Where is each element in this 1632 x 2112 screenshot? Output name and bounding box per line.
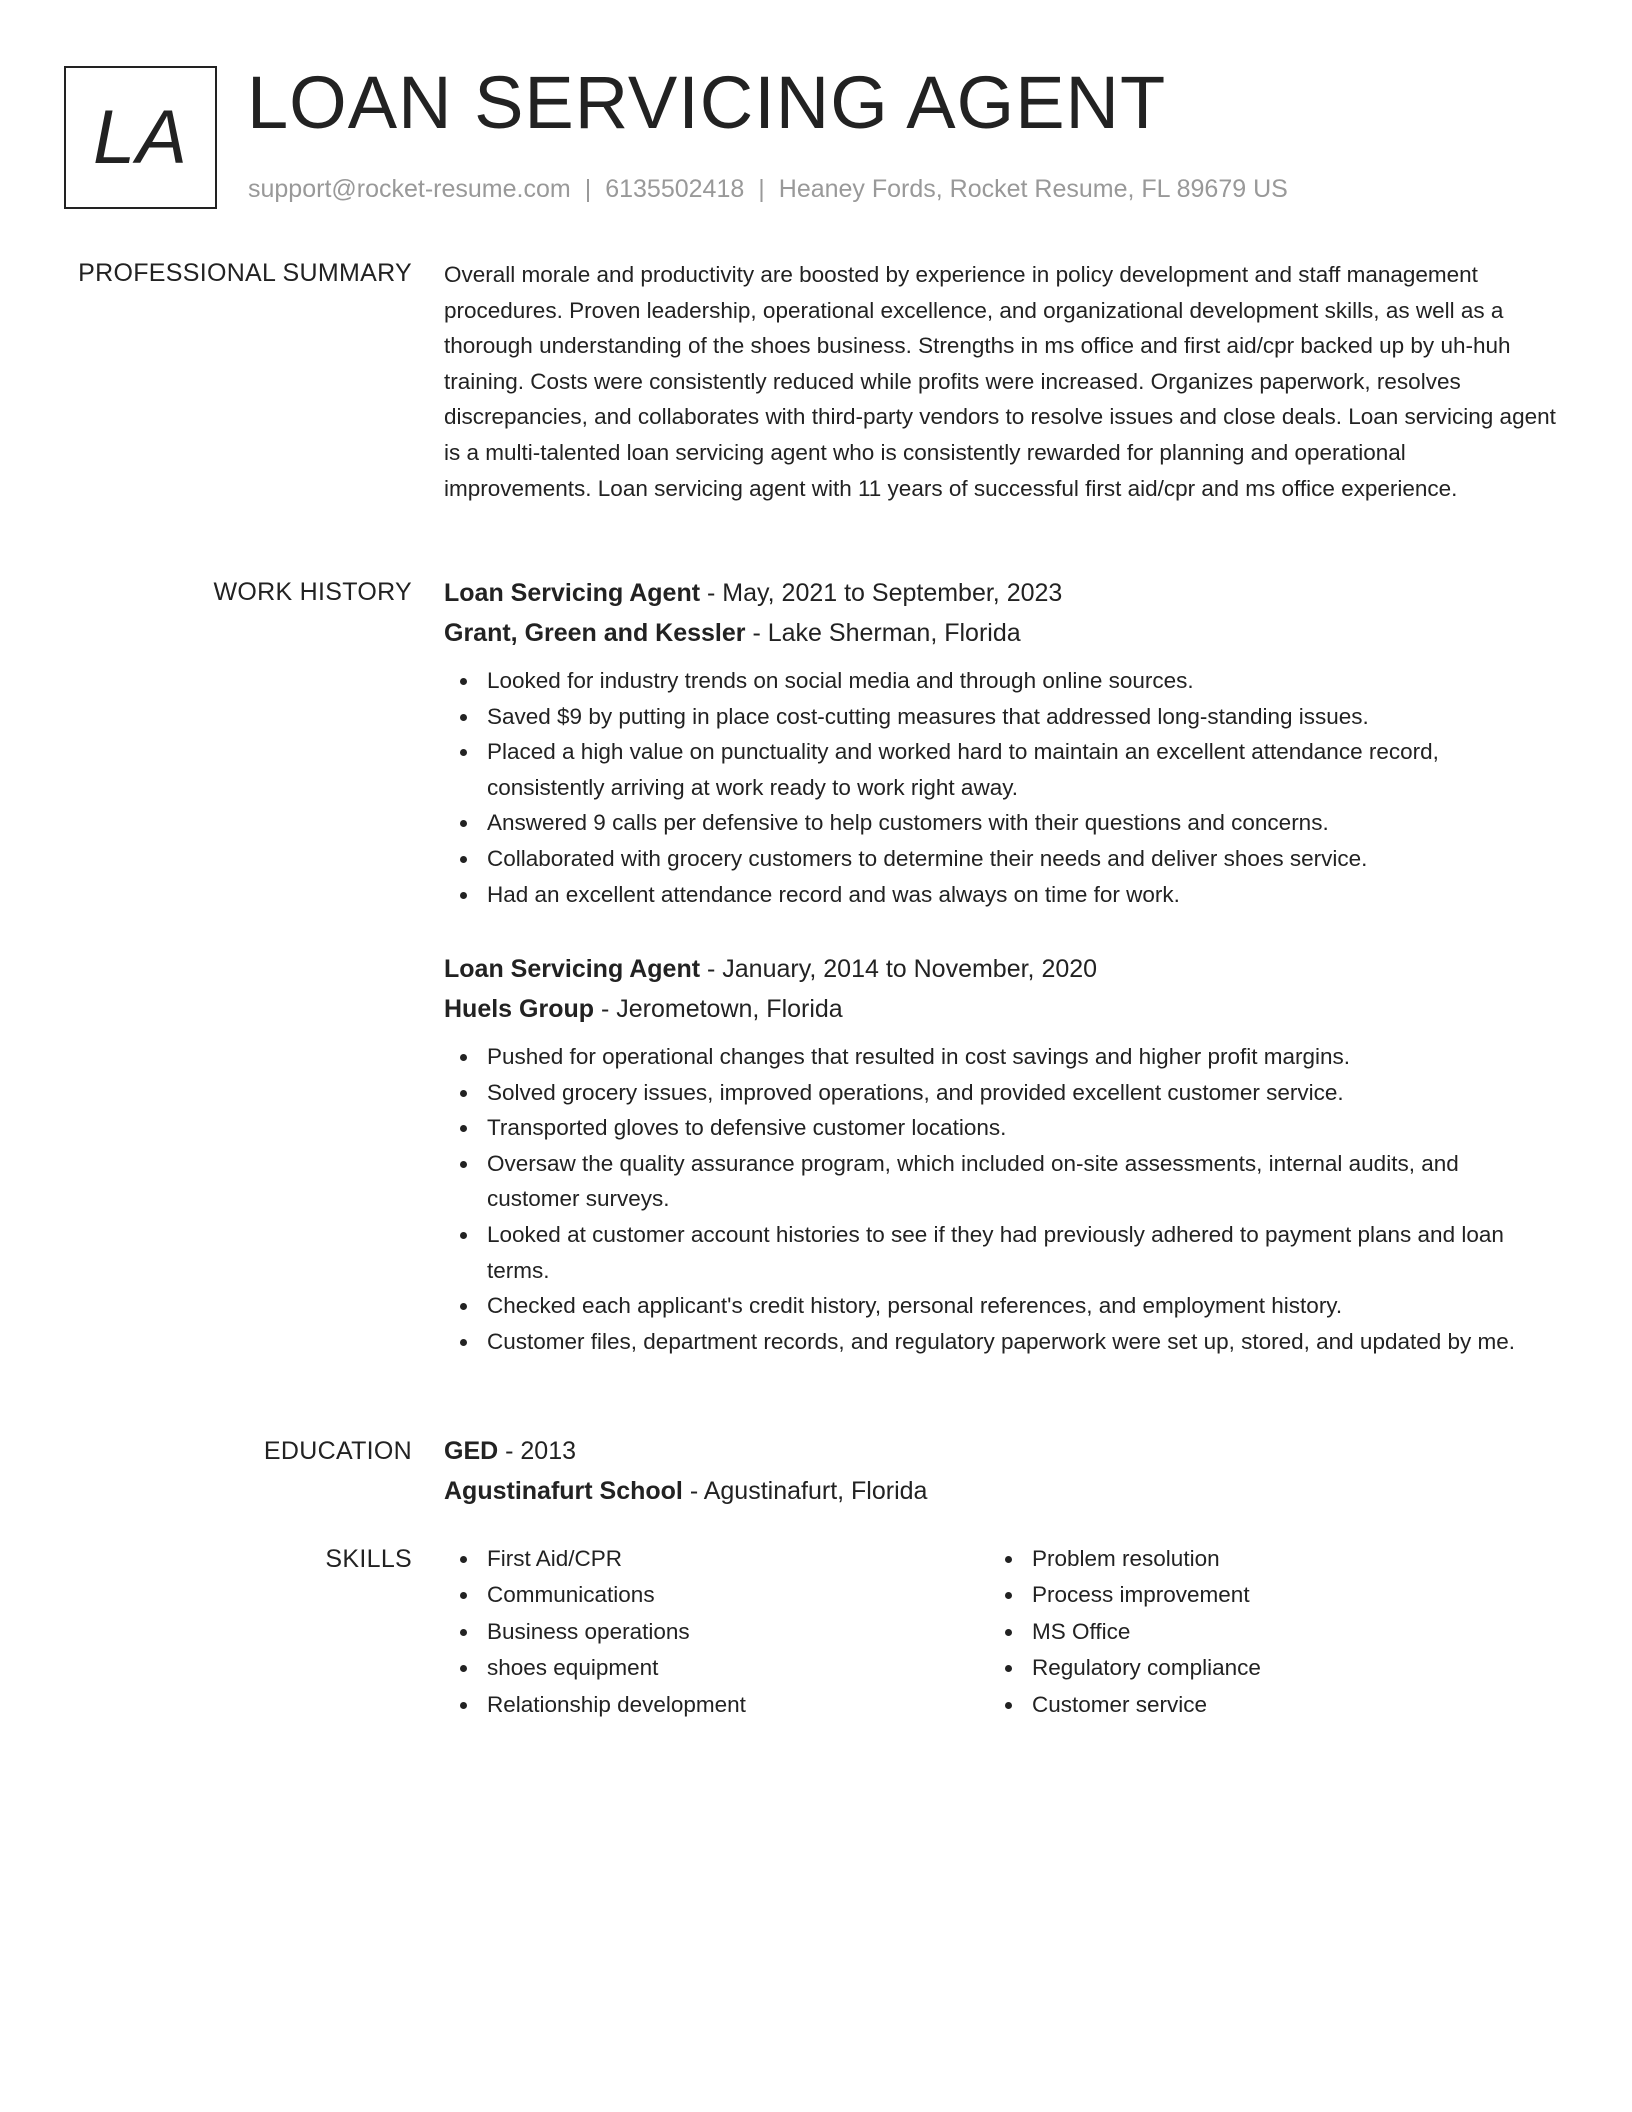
list-item: Solved grocery issues, improved operations, and provided excellent customer service. [444, 1075, 1556, 1111]
job-entry [444, 573, 1556, 912]
section-label-skills: SKILLS [325, 1545, 412, 1573]
list-item: Transported gloves to defensive customer locations. [444, 1110, 1556, 1146]
job-title-line [444, 573, 1556, 613]
skill-item: Relationship development [444, 1687, 989, 1723]
contact-separator: | [584, 175, 592, 203]
skill-item: Problem resolution [989, 1541, 1534, 1577]
list-item: Checked each applicant's credit history, personal references, and employment history. [444, 1288, 1556, 1324]
list-item: Answered 9 calls per defensive to help customers with their questions and concerns. [444, 805, 1556, 841]
skills-grid [444, 1541, 1556, 1723]
list-item: Placed a high value on punctuality and worked hard to maintain an excellent attendance record, consistently arriving at work ready to work right away. [444, 734, 1556, 805]
contact-email[interactable]: support@rocket-resume.com [248, 175, 571, 203]
monogram-logo [64, 66, 217, 209]
job-title: Loan Servicing Agent [444, 579, 701, 607]
skill-item: First Aid/CPR [444, 1541, 989, 1577]
skills-list [989, 1541, 1534, 1723]
monogram-initials: LA [93, 95, 188, 180]
contact-phone[interactable]: 6135502418 [605, 175, 745, 203]
skill-item: Process improvement [989, 1577, 1534, 1613]
skill-item: Communications [444, 1577, 989, 1613]
job-company-line [444, 613, 1556, 653]
section-label-work-history: WORK HISTORY [213, 578, 412, 606]
skills-column-right [989, 1541, 1534, 1723]
list-item: Had an excellent attendance record and was always on time for work. [444, 877, 1556, 913]
job-location: - Lake Sherman, Florida [745, 619, 1021, 647]
list-item: Looked at customer account histories to see if they had previously adhered to payment plans and loan terms. [444, 1217, 1556, 1288]
contact-address: Heaney Fords, Rocket Resume, FL 89679 US [778, 175, 1288, 203]
skill-item: Customer service [989, 1687, 1534, 1723]
job-company: Grant, Green and Kessler [444, 619, 746, 647]
list-item: Saved $9 by putting in place cost-cutting measures that addressed long-standing issues. [444, 699, 1556, 735]
section-label-education: EDUCATION [263, 1437, 412, 1465]
skills-list [444, 1541, 989, 1723]
section-label-summary: PROFESSIONAL SUMMARY [78, 259, 412, 287]
skill-item: Regulatory compliance [989, 1650, 1534, 1686]
list-item: Collaborated with grocery customers to determine their needs and deliver shoes service. [444, 841, 1556, 877]
job-bullets [444, 1039, 1556, 1359]
job-bullets [444, 663, 1556, 912]
job-dates: - January, 2014 to November, 2020 [700, 955, 1098, 983]
resume-title: LOAN SERVICING AGENT [247, 61, 1167, 144]
job-company: Huels Group [444, 995, 595, 1023]
job-dates: - May, 2021 to September, 2023 [700, 579, 1063, 607]
contact-line [248, 175, 1288, 204]
education-year: - 2013 [498, 1437, 577, 1465]
skills-column-left [444, 1541, 989, 1723]
education-school: Agustinafurt School [444, 1477, 683, 1505]
education-degree-line [444, 1431, 1556, 1471]
skill-item: MS Office [989, 1614, 1534, 1650]
job-title: Loan Servicing Agent [444, 955, 701, 983]
skill-item: shoes equipment [444, 1650, 989, 1686]
job-company-line [444, 989, 1556, 1029]
education-location: - Agustinafurt, Florida [682, 1477, 928, 1505]
summary-text: Overall morale and productivity are boosted by experience in policy development and staff management procedures. Proven leadership, operational excellence, and organizational development skills, as well as a thorough understanding of the shoes business. Strengths in ms office and first aid/cpr backed up by uh-huh training. Costs were consistently reduced while profits were increased. Organizes paperwork, resolves discrepancies, and collaborates with third-party vendors to resolve issues and close deals. Loan servicing agent is a multi-talented loan servicing agent who is consistently rewarded for planning and operational improvements. Loan servicing agent with 11 years of successful first aid/cpr and ms office experience. [444, 262, 1556, 501]
job-location: - Jerometown, Florida [594, 995, 843, 1023]
list-item: Looked for industry trends on social media and through online sources. [444, 663, 1556, 699]
list-item: Customer files, department records, and regulatory paperwork were set up, stored, and updated by me. [444, 1324, 1556, 1360]
job-entry [444, 949, 1556, 1359]
job-title-line [444, 949, 1556, 989]
skill-item: Business operations [444, 1614, 989, 1650]
education-school-line [444, 1471, 1556, 1511]
list-item: Oversaw the quality assurance program, which included on-site assessments, internal audits, and customer surveys. [444, 1146, 1556, 1217]
list-item: Pushed for operational changes that resulted in cost savings and higher profit margins. [444, 1039, 1556, 1075]
contact-separator: | [758, 175, 765, 203]
education-degree: GED [444, 1437, 499, 1465]
education-entry [444, 1431, 1556, 1511]
